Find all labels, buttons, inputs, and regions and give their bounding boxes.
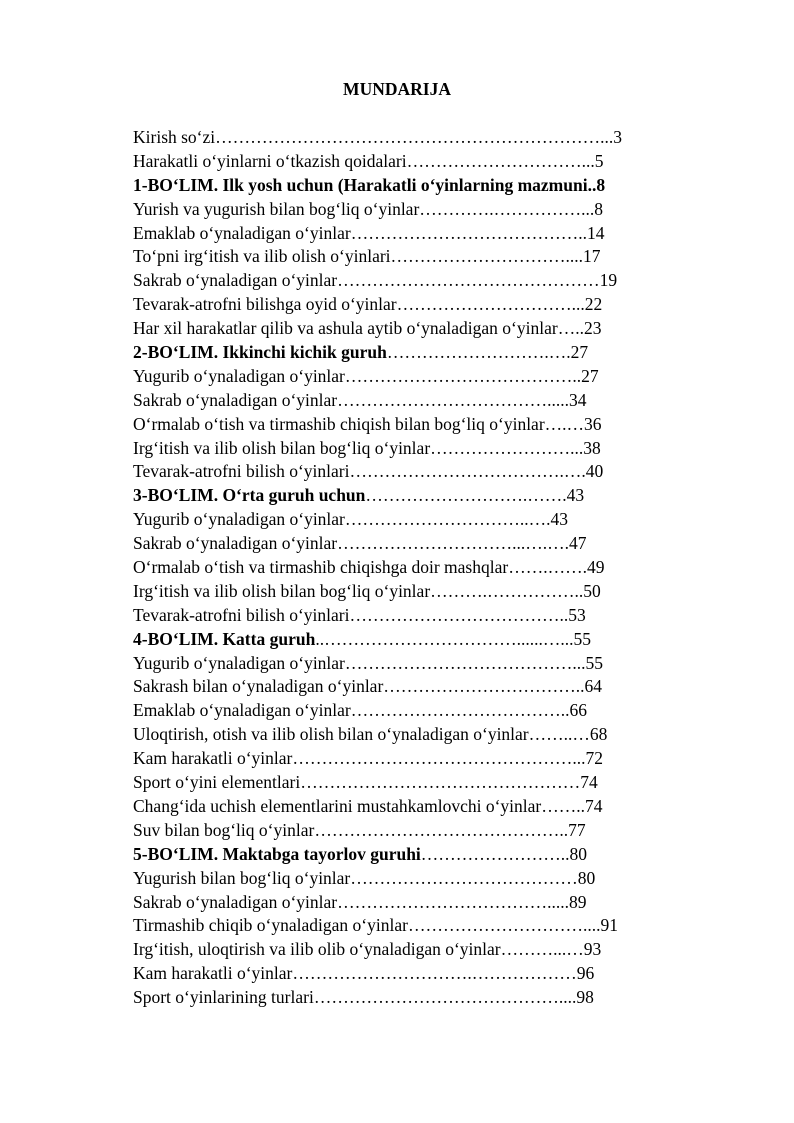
toc-page-number: 96	[576, 963, 595, 984]
toc-page-number: 80	[577, 867, 596, 888]
toc-entry	[133, 126, 733, 150]
toc-entry	[133, 604, 733, 628]
toc-entry-title: Emaklab o‘ynaladigan o‘yinlar	[133, 700, 351, 721]
toc-entry-title: Suv bilan bog‘liq o‘yinlar	[133, 819, 315, 840]
toc-leader-dots: ………………………………………	[337, 270, 600, 291]
toc-page-number: 66	[569, 700, 587, 721]
toc-leader-dots: …………………………………...	[344, 652, 586, 673]
toc-entry-title: Kam harakatli o‘yinlar	[133, 748, 293, 769]
toc-leader-dots: …………………………………..	[344, 365, 582, 386]
toc-leader-dots: …………………………...	[396, 294, 585, 315]
toc-leader-dots: ……………………………….....	[337, 389, 569, 410]
toc-section-heading	[133, 628, 733, 652]
toc-entry	[133, 269, 733, 293]
toc-entry	[133, 771, 733, 795]
toc-page-number: 53	[568, 604, 586, 625]
toc-page-number: 77	[568, 819, 586, 840]
toc-entry-title: Tevarak-atrofni bilish o‘yinlari	[133, 461, 350, 482]
toc-leader-dots: ………….……………...	[419, 198, 595, 219]
toc-page-number: 34	[568, 389, 587, 410]
toc-entry-title: Kam harakatli o‘yinlar	[133, 963, 293, 984]
toc-leader-dots: ……..	[541, 795, 585, 816]
toc-leader-dots: ……………………………………....	[313, 987, 577, 1008]
toc-entry-title: O‘rmalab o‘tish va tirmashib chiqish bilan bog‘liq o‘yinlar	[133, 413, 545, 434]
toc-page-number: 43	[566, 485, 585, 506]
toc-leader-dots: …..	[557, 318, 584, 339]
toc-page-number: 22	[584, 294, 603, 315]
toc-entry-title: Chang‘ida uchish elementlarini mustahkamlovchi o‘yinlar	[133, 795, 542, 816]
toc-page-number: 23	[583, 318, 602, 339]
toc-entry-title: 1-BO‘LIM. Ilk yosh uchun (Harakatli o‘yinlarning mazmuni..	[133, 174, 597, 195]
toc-leader-dots: …………………………………	[350, 867, 578, 888]
toc-entry	[133, 245, 733, 269]
toc-entry	[133, 914, 733, 938]
toc-entry-title: 2-BO‘LIM. Ikkinchi kichik guruh	[133, 342, 387, 363]
toc-leader-dots: ……………………….….	[386, 342, 571, 363]
toc-entry-title: Yugurib o‘ynaladigan o‘yinlar	[133, 365, 345, 386]
toc-entry	[133, 747, 733, 771]
toc-entry-title: 5-BO‘LIM. Maktabga tayorlov guruhi	[133, 843, 421, 864]
toc-entry	[133, 460, 733, 484]
toc-entry	[133, 891, 733, 915]
toc-entry-title: Sakrab o‘ynaladigan o‘yinlar	[133, 533, 338, 554]
toc-entry-title: Sakrab o‘ynaladigan o‘yinlar	[133, 891, 338, 912]
toc-entry	[133, 556, 733, 580]
toc-page-number: 38	[583, 437, 601, 458]
toc-entry	[133, 365, 733, 389]
toc-entry-title: Sakrab o‘ynaladigan o‘yinlar	[133, 270, 338, 291]
toc-entry	[133, 938, 733, 962]
table-of-contents	[133, 126, 733, 1010]
toc-entry	[133, 962, 733, 986]
toc-leader-dots: ………………………………..	[350, 700, 570, 721]
toc-leader-dots: …………………………....	[407, 915, 601, 936]
toc-page-number: 40	[585, 461, 604, 482]
toc-entry	[133, 819, 733, 843]
toc-page-number: 19	[599, 270, 618, 291]
toc-page-number: 89	[568, 891, 587, 912]
toc-leader-dots: …………………………………………	[300, 772, 581, 793]
toc-page-number: 17	[583, 246, 601, 267]
toc-page-number: 74	[584, 795, 603, 816]
toc-page-number: 50	[583, 580, 601, 601]
toc-entry	[133, 986, 733, 1010]
toc-entry-title: Yurish va yugurish bilan bog‘liq o‘yinlar	[133, 198, 420, 219]
toc-entry-title: To‘pni irg‘itish va ilib olish o‘yinlari	[133, 246, 391, 267]
toc-leader-dots: ………………………….………………	[292, 963, 577, 984]
toc-page-number: 3	[613, 127, 623, 147]
toc-entry-title: Harakatli o‘yinlarni o‘tkazish qoidalari	[133, 150, 407, 171]
toc-section-heading	[133, 341, 733, 365]
toc-entry	[133, 580, 733, 604]
toc-entry-title: Sakrash bilan o‘ynaladigan o‘yinlar	[133, 676, 384, 697]
toc-entry-title: Sakrab o‘ynaladigan o‘yinlar	[133, 389, 338, 410]
toc-leader-dots: ………...…	[500, 939, 584, 960]
toc-page-number: 8	[596, 174, 606, 195]
toc-entry	[133, 413, 733, 437]
toc-leader-dots: …………………………..….	[344, 509, 551, 530]
toc-leader-dots: …….…….	[508, 557, 587, 578]
toc-entry-title: Uloqtirish, otish va ilib olish bilan o‘ynaladigan o‘yinlar	[133, 724, 529, 745]
toc-entry	[133, 437, 733, 461]
toc-entry	[133, 795, 733, 819]
toc-leader-dots: ..……………………………......…...	[315, 628, 574, 649]
toc-entry-title: Yugurish bilan bog‘liq o‘yinlar	[133, 867, 351, 888]
toc-entry	[133, 508, 733, 532]
toc-page-number: 80	[569, 843, 588, 864]
toc-entry-title: Irg‘itish va ilib olish bilan bog‘liq o‘yinlar	[133, 437, 431, 458]
toc-leader-dots: …………………………...	[406, 150, 595, 171]
toc-entry-title: Har xil harakatlar qilib va ashula aytib o‘ynaladigan o‘yinlar	[133, 318, 558, 339]
toc-entry	[133, 293, 733, 317]
toc-entry	[133, 222, 733, 246]
toc-leader-dots: ……..…	[528, 724, 590, 745]
toc-section-heading	[133, 843, 733, 867]
toc-entry	[133, 867, 733, 891]
toc-entry-title: Irg‘itish, uloqtirish va ilib olib o‘ynaladigan o‘yinlar	[133, 939, 501, 960]
toc-page-number: 74	[580, 772, 598, 793]
toc-page-number: 36	[584, 413, 602, 434]
toc-entry-title: Tirmashib chiqib o‘ynaladigan o‘yinlar	[133, 915, 408, 936]
toc-entry-title: 3-BO‘LIM. O‘rta guruh uchun	[133, 485, 366, 506]
toc-page-number: 91	[600, 915, 618, 936]
toc-entry	[133, 652, 733, 676]
toc-page-number: 14	[586, 222, 605, 243]
toc-page-number: 55	[573, 628, 591, 649]
toc-page-number: 49	[586, 557, 605, 578]
toc-entry-title: Emaklab o‘ynaladigan o‘yinlar	[133, 222, 351, 243]
toc-leader-dots: ……………………...	[430, 437, 584, 458]
toc-leader-dots: ……………………………….….	[349, 461, 586, 482]
toc-page-number: 68	[589, 724, 608, 745]
page-title: MUNDARIJA	[343, 79, 451, 99]
toc-section-heading	[133, 484, 733, 508]
toc-page-number: 72	[585, 748, 604, 769]
toc-leader-dots: ……………………………….....	[337, 891, 569, 912]
toc-entry-title: Tevarak-atrofni bilish o‘yinlari	[133, 604, 350, 625]
toc-page-number: 27	[581, 365, 599, 386]
toc-leader-dots: ………………………………..	[349, 604, 569, 625]
toc-page-number: 64	[584, 676, 603, 697]
toc-entry-title: Kirish so‘zi	[133, 127, 216, 147]
toc-entry-title: Tevarak-atrofni bilishga oyid o‘yinlar	[133, 294, 397, 315]
toc-leader-dots: ……………………………..	[383, 676, 585, 697]
toc-entry-title: Irg‘itish va ilib olish bilan bog‘liq o‘yinlar	[133, 580, 431, 601]
toc-entry-title: Yugurib o‘ynaladigan o‘yinlar	[133, 652, 345, 673]
toc-page-number: 43	[550, 509, 569, 530]
toc-leader-dots: ……………………..	[420, 843, 570, 864]
toc-entry	[133, 198, 733, 222]
toc-page-number: 27	[570, 342, 589, 363]
toc-page-number: 93	[583, 939, 602, 960]
toc-section-heading	[133, 174, 733, 198]
toc-leader-dots: …………………………………………...	[292, 748, 586, 769]
toc-entry	[133, 532, 733, 556]
toc-page-number: 8	[594, 198, 604, 219]
toc-page-number: 98	[576, 987, 594, 1008]
toc-entry	[133, 317, 733, 341]
toc-leader-dots: …………………………………………………………...	[215, 127, 614, 147]
toc-entry-title: Yugurib o‘ynaladigan o‘yinlar	[133, 509, 345, 530]
toc-page-number: 5	[594, 150, 604, 171]
toc-entry-title: Sport o‘yini elementlari	[133, 772, 301, 793]
toc-entry	[133, 699, 733, 723]
toc-entry	[133, 723, 733, 747]
toc-entry-title: 4-BO‘LIM. Katta guruh	[133, 628, 316, 649]
toc-page-number: 55	[585, 652, 604, 673]
toc-leader-dots: …………………………....	[390, 246, 584, 267]
toc-leader-dots: …………………………………..	[350, 222, 587, 243]
toc-entry-title: Sport o‘yinlarining turlari	[133, 987, 314, 1008]
toc-leader-dots: ……………………………………..	[314, 819, 569, 840]
toc-entry	[133, 389, 733, 413]
toc-page-number: 47	[568, 533, 587, 554]
toc-entry-title: O‘rmalab o‘tish va tirmashib chiqishga doir mashqlar	[133, 557, 509, 578]
toc-leader-dots: ……….……………..	[430, 580, 584, 601]
toc-leader-dots: ….…	[544, 413, 585, 434]
toc-entry	[133, 150, 733, 174]
toc-leader-dots: ……………………….…….	[365, 485, 567, 506]
toc-entry	[133, 675, 733, 699]
toc-leader-dots: …………………………...….….	[337, 533, 569, 554]
